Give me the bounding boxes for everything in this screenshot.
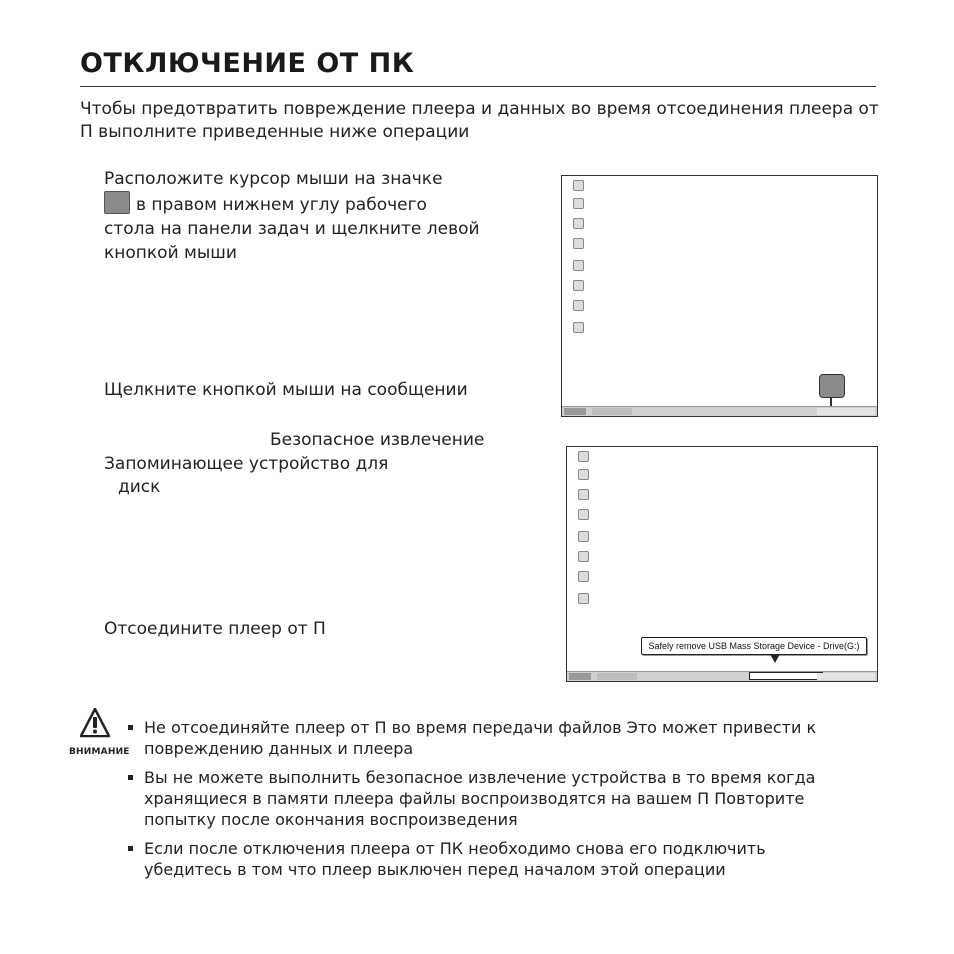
cd-icon <box>565 322 591 333</box>
system-tray <box>817 673 875 680</box>
note-text: Вы не можете выполнить безопасное извлечение устройства в то время когда хранящиеся в памяти плеера файлы воспроизводятся на вашем П Повторите попытку после окончания воспроизведения <box>144 768 816 829</box>
media-icon <box>570 531 596 542</box>
my-computer-icon <box>565 198 591 209</box>
title-divider <box>80 86 876 87</box>
my-documents-icon <box>565 180 591 191</box>
note-item <box>128 767 858 830</box>
safely-remove-tooltip <box>749 672 823 680</box>
player-icon <box>565 300 591 311</box>
cd-icon <box>570 593 596 604</box>
step-1-line-3: стола на панели задач и щелкните левой <box>104 219 480 239</box>
note-text: Не отсоединяйте плеер от П во время передачи файлов Это может привести к повреждению данных и плеера <box>144 718 817 758</box>
taskbar <box>562 406 877 416</box>
desktop-screenshot-2 <box>566 446 878 682</box>
my-documents-icon <box>570 451 596 462</box>
step-1-text <box>104 167 534 265</box>
note-text: Если после отключения плеера от ПК необходимо снова его подключить убедитесь в том что плеер выключен перед началом этой операции <box>144 839 766 879</box>
taskbar-item <box>597 673 637 680</box>
desktop-screenshot-1 <box>561 175 878 417</box>
warning-label: ВНИМАНИЕ <box>69 747 130 757</box>
internet-explorer-icon <box>565 238 591 249</box>
step-2-line-4: диск <box>118 477 161 497</box>
my-computer-icon <box>570 469 596 480</box>
recycle-bin-icon <box>570 551 596 562</box>
note-item <box>128 838 858 880</box>
start-button <box>564 408 586 415</box>
bullet <box>128 846 133 851</box>
balloon-pointer <box>770 654 780 663</box>
warning-icon <box>80 708 110 738</box>
safely-remove-callout-icon <box>819 374 845 398</box>
taskbar-item <box>592 408 632 415</box>
start-button <box>569 673 591 680</box>
system-tray <box>817 408 875 415</box>
page-title: ОТКЛЮЧЕНИЕ ОТ ПК <box>80 48 415 79</box>
step-2-line-2: Безопасное извлечение <box>270 430 485 450</box>
internet-explorer-icon <box>570 509 596 520</box>
step-2-line-1: Щелкните кнопкой мыши на сообщении <box>104 380 468 400</box>
callout-pointer <box>830 398 832 406</box>
step-2-line-3: Запоминающее устройство для <box>104 454 389 474</box>
step-3-text: Отсоедините плеер от П <box>104 619 326 639</box>
safely-remove-balloon[interactable]: Safely remove USB Mass Storage Device - Drive(G:) <box>641 637 867 655</box>
recycle-bin-icon <box>565 280 591 291</box>
step-1-line-4: кнопкой мыши <box>104 243 237 263</box>
step-1-line-2 <box>104 191 534 217</box>
step-1-line-2-text: в правом нижнем углу рабочего <box>136 195 427 215</box>
bullet <box>128 725 133 730</box>
network-places-icon <box>565 218 591 229</box>
note-item <box>128 717 858 759</box>
safely-remove-tray-icon <box>104 191 130 214</box>
media-icon <box>565 260 591 271</box>
step-1-line-1: Расположите курсор мыши на значке <box>104 169 443 189</box>
network-places-icon <box>570 489 596 500</box>
player-icon <box>570 571 596 582</box>
bullet <box>128 775 133 780</box>
taskbar <box>567 671 877 681</box>
intro-paragraph: Чтобы предотвратить повреждение плеера и данных во время отсоединения плеера от П выполните приведенные ниже операции <box>80 99 879 142</box>
